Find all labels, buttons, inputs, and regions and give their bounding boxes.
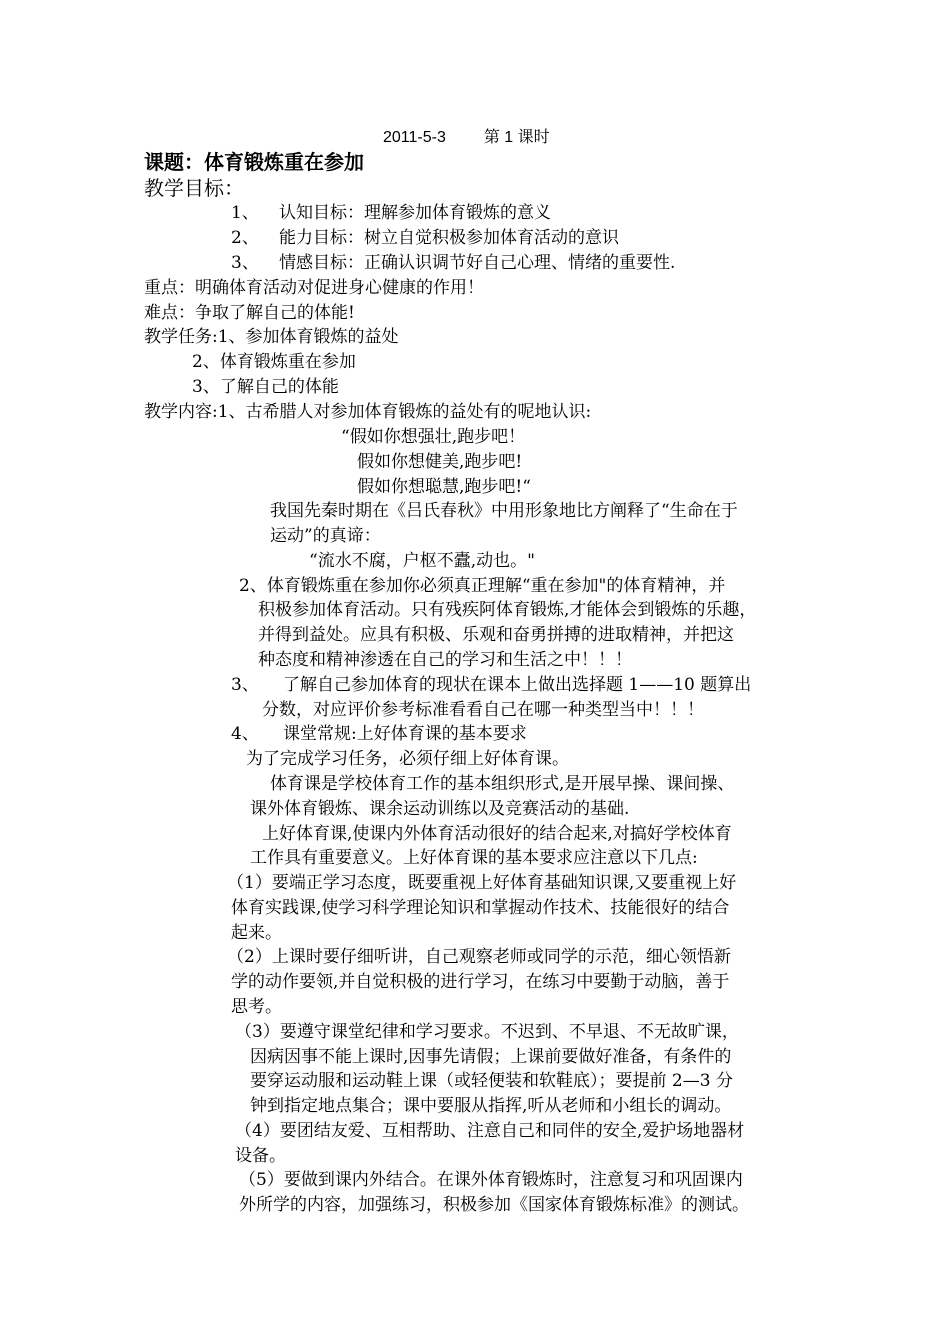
lesson-title: 课题：体育锻炼重在参加 <box>144 150 364 174</box>
requirement-line: （3）要遵守课堂纪律和学习要求。不迟到、不早退、不无故旷课， <box>235 1022 739 1042</box>
requirement-line: （1）要端正学习态度，既要重视上好体育基础知识课,又要重视上好 <box>227 873 737 893</box>
proverb: “流水不腐，户枢不蠹,动也。" <box>309 551 535 571</box>
requirement-line: 设备。 <box>235 1146 286 1166</box>
requirement-line: 起来。 <box>231 923 282 943</box>
item-text: 课堂常规:上好体育课的基本要求 <box>283 724 527 744</box>
difficulty: 难点：争取了解自己的体能! <box>144 303 355 323</box>
paragraph-line: 课外体育锻炼、课余运动训练以及竞赛活动的基础. <box>250 799 630 819</box>
item-number: 4、 <box>231 724 259 744</box>
quote-line: “假如你想强壮,跑步吧！ <box>341 427 526 447</box>
lesson-date: 2011-5-3 <box>383 129 446 146</box>
requirement-line: 因病因事不能上课时,因事先请假；上课前要做好准备，有条件的 <box>250 1047 732 1067</box>
objective-item <box>231 251 675 275</box>
lesson-period: 第 1 课时 <box>483 129 550 146</box>
paragraph-line: 积极参加体育活动。只有残疾阿体育锻炼,才能体会到锻炼的乐趣， <box>258 600 757 620</box>
paragraph-line: 并得到益处。应具有积极、乐观和奋勇拼搏的进取精神，并把这 <box>258 625 734 645</box>
requirement-line: （4）要团结友爱、互相帮助、注意自己和同伴的安全,爱护场地器材 <box>235 1121 745 1141</box>
paragraph-line: 运动”的真谛： <box>270 526 381 546</box>
objective-text: 认知目标：理解参加体育锻炼的意义 <box>279 203 551 223</box>
requirement-line: （5）要做到课内外结合。在课外体育锻炼时，注意复习和巩固课内 <box>239 1170 743 1190</box>
objective-number: 3、 <box>231 253 259 273</box>
requirement-line: 钟到指定地点集合；课中要服从指挥,听从老师和小组长的调动。 <box>250 1096 732 1116</box>
quote-line: 假如你想聪慧,跑步吧!“ <box>357 477 531 497</box>
header-line <box>383 126 550 150</box>
paragraph-line <box>231 722 527 746</box>
key-point: 重点：明确体育活动对促进身心健康的作用！ <box>144 278 484 298</box>
paragraph-line: 种态度和精神渗透在自己的学习和生活之中！！！ <box>258 650 632 670</box>
objective-item <box>231 201 551 225</box>
objective-text: 情感目标：正确认识调节好自己心理、情绪的重要性. <box>279 253 676 273</box>
tasks-line: 2、体育锻炼重在参加 <box>192 352 356 372</box>
objectives-heading: 教学目标： <box>144 176 244 200</box>
paragraph-line: 2、体育锻炼重在参加你必须真正理解“重在参加"的体育精神，并 <box>239 576 726 596</box>
item-text: 了解自己参加体育的现状在课本上做出选择题 1——10 题算出 <box>283 675 752 695</box>
paragraph-line: 体育课是学校体育工作的基本组织形式,是开展早操、课间操、 <box>270 774 735 794</box>
objective-item <box>231 226 619 250</box>
requirement-line: 思考。 <box>231 997 282 1017</box>
content-intro: 教学内容:1、古希腊人对参加体育锻炼的益处有的呢地认识: <box>144 402 592 422</box>
requirement-line: 外所学的内容，加强练习，积极参加《国家体育锻炼标准》的测试。 <box>239 1195 749 1215</box>
tasks-line: 3、了解自己的体能 <box>192 377 339 397</box>
objective-text: 能力目标：树立自觉积极参加体育活动的意识 <box>279 228 619 248</box>
paragraph-line: 为了完成学习任务，必须仔细上好体育课。 <box>246 749 569 769</box>
objective-number: 1、 <box>231 203 259 223</box>
quote-line: 假如你想健美,跑步吧! <box>357 452 523 472</box>
item-number: 3、 <box>231 675 259 695</box>
paragraph-line: 上好体育课,使课内外体育活动很好的结合起来,对搞好学校体育 <box>262 824 732 844</box>
tasks-line: 教学任务:1、参加体育锻炼的益处 <box>144 327 399 347</box>
requirement-line: （2）上课时要仔细听讲，自己观察老师或同学的示范，细心领悟新 <box>227 947 731 967</box>
paragraph-line: 工作具有重要意义。上好体育课的基本要求应注意以下几点: <box>250 848 698 868</box>
paragraph-line: 分数，对应评价参考标准看看自己在哪一种类型当中！！！ <box>262 700 704 720</box>
paragraph-line <box>231 673 751 697</box>
requirement-line: 学的动作要领,并自觉积极的进行学习，在练习中要勤于动脑，善于 <box>231 972 730 992</box>
paragraph-line: 我国先秦时期在《吕氏春秋》中用形象地比方阐释了“生命在于 <box>270 501 738 521</box>
requirement-line: 要穿运动服和运动鞋上课（或轻便装和软鞋底）；要提前 2—3 分 <box>250 1071 733 1091</box>
objective-number: 2、 <box>231 228 259 248</box>
requirement-line: 体育实践课,使学习科学理论知识和掌握动作技术、技能很好的结合 <box>231 898 730 918</box>
